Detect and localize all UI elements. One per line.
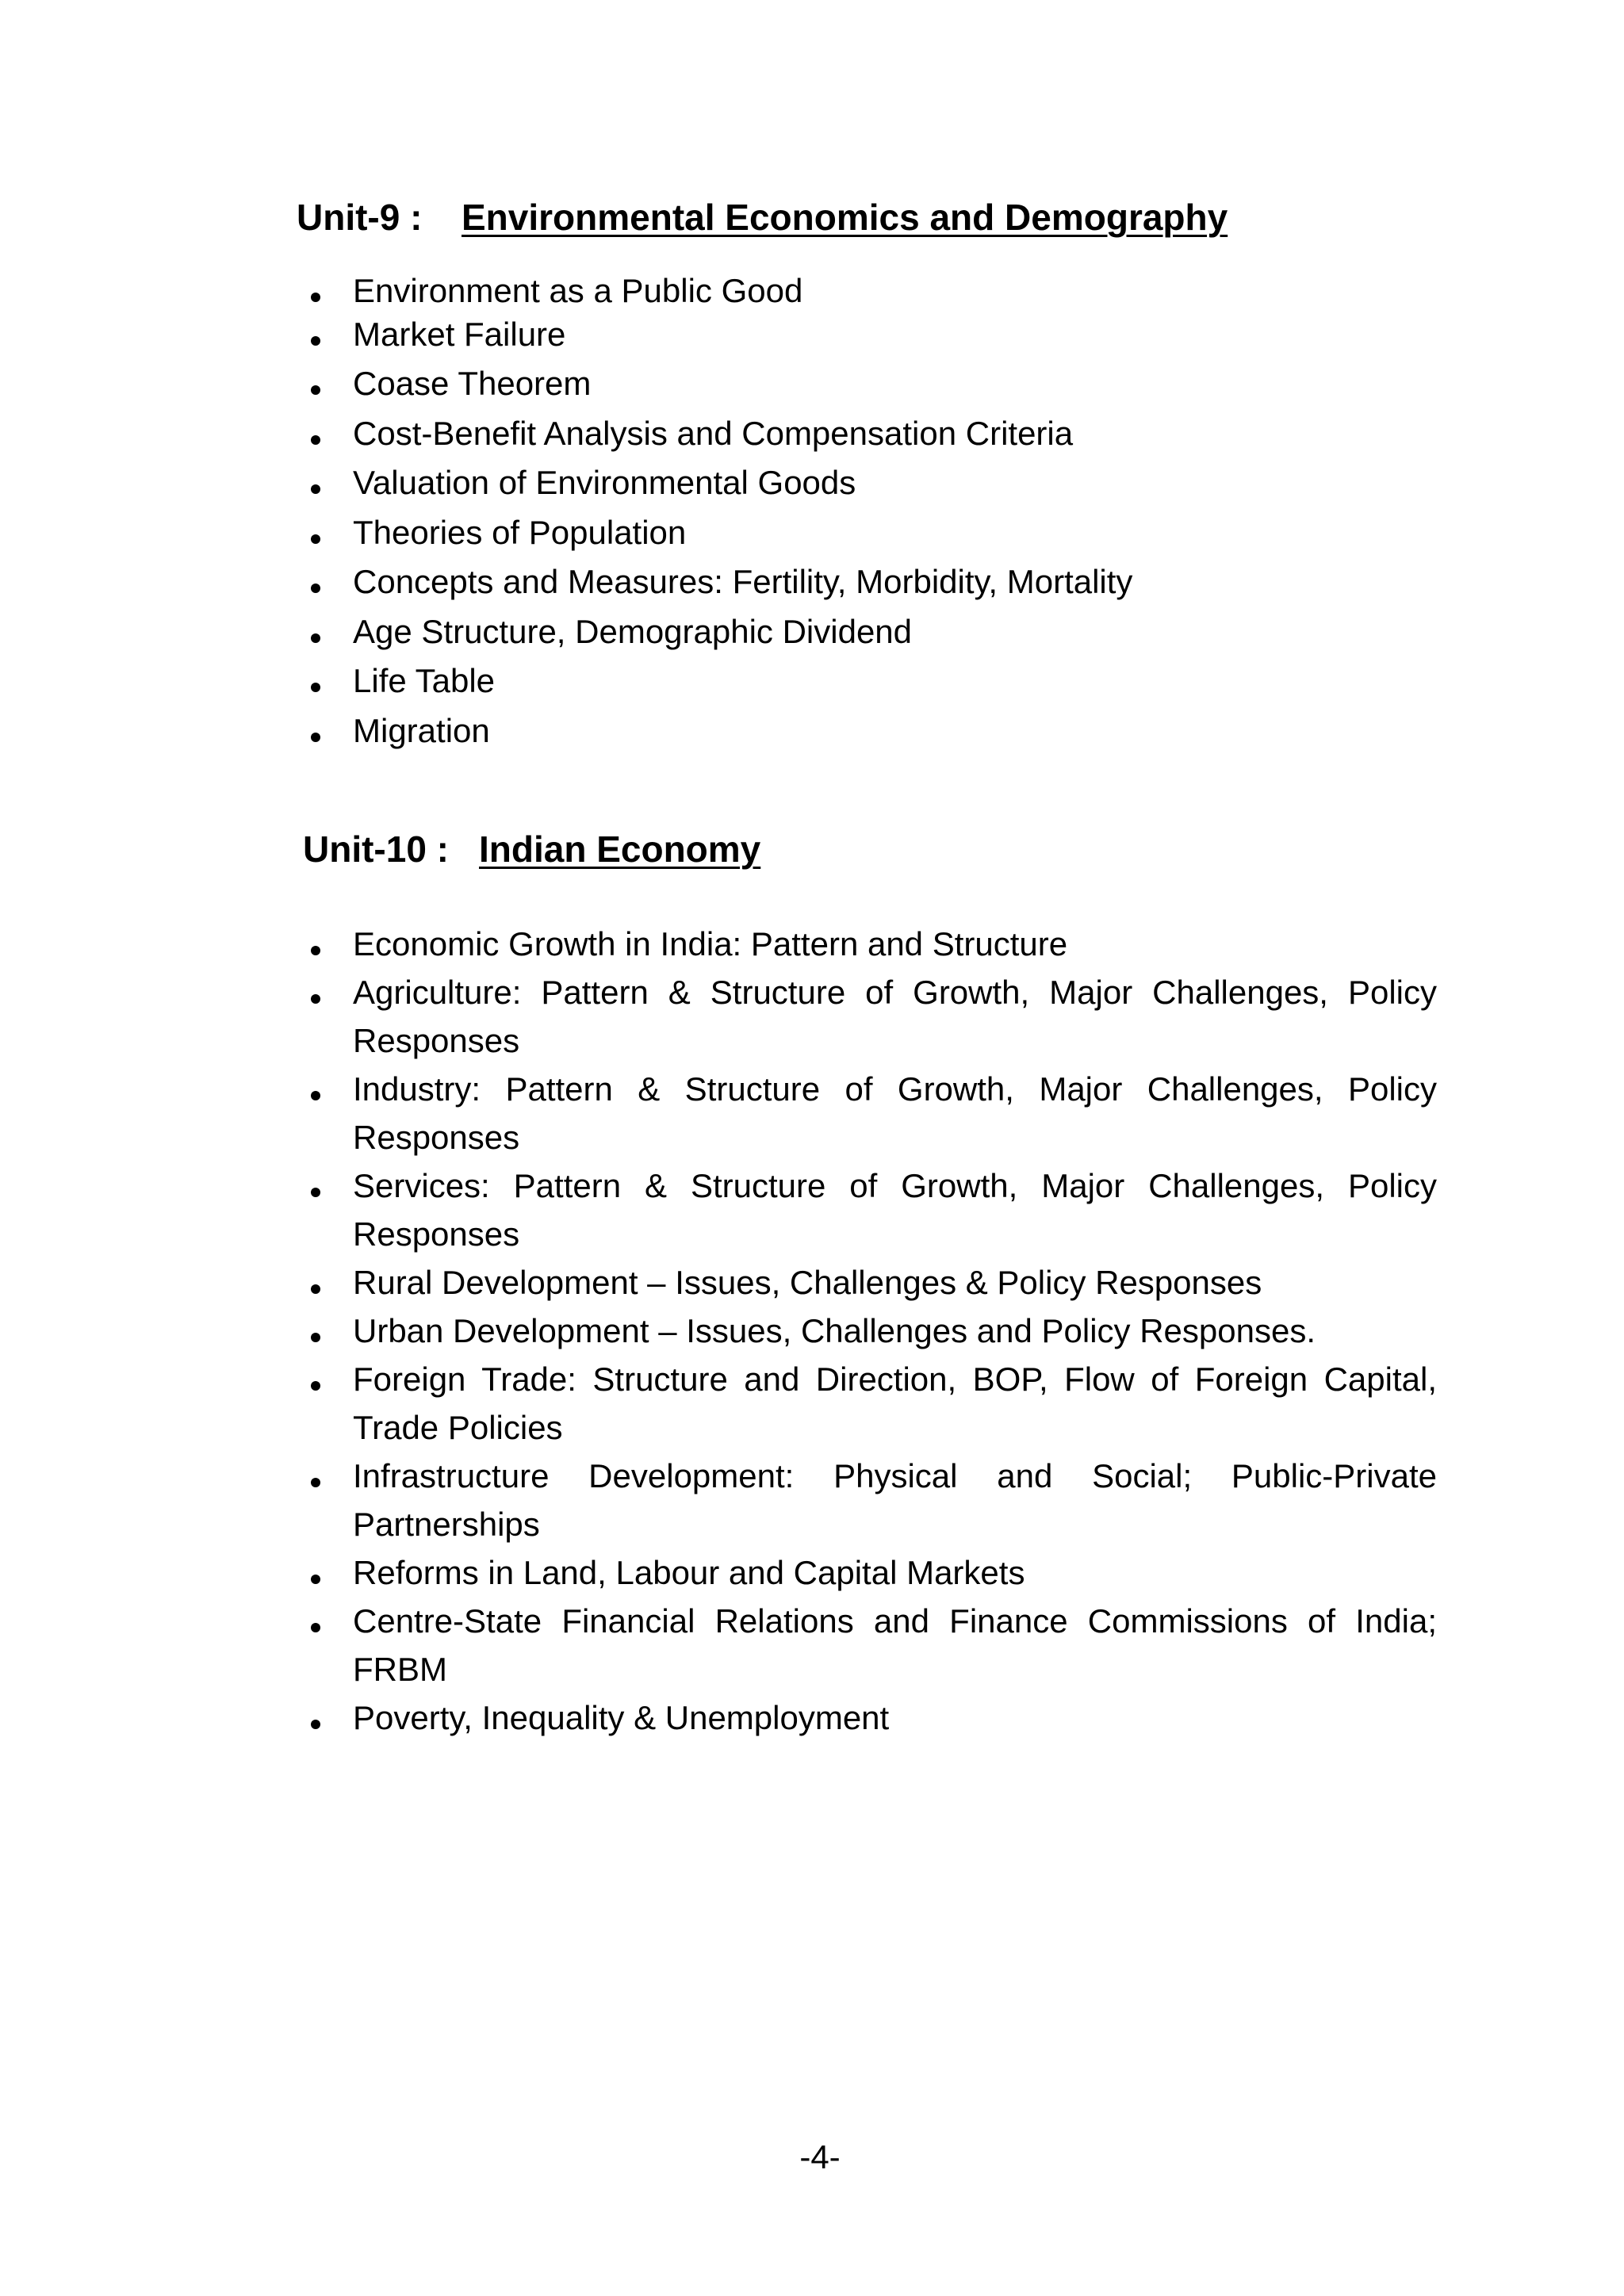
bullet-icon — [303, 1258, 328, 1307]
list-item-text: Migration — [353, 711, 490, 749]
list-item-text: Life Table — [353, 662, 496, 699]
bullet-icon — [303, 920, 328, 968]
list-item — [303, 1355, 1437, 1452]
bullet-icon — [303, 266, 328, 316]
list-item-text: Rural Development – Issues, Challenges & Policy Responses — [353, 1264, 1262, 1301]
list-item — [303, 706, 1429, 756]
page-number: -4- — [799, 2138, 841, 2175]
list-item — [303, 1597, 1437, 1693]
list-item-text: Market Failure — [353, 315, 566, 353]
list-item — [303, 359, 1429, 409]
list-item — [303, 1258, 1437, 1307]
list-item — [303, 1065, 1437, 1161]
bullet-icon — [303, 1693, 328, 1742]
list-item-text: Agriculture: Pattern & Structure of Growth, Major Challenges, Policy Responses — [353, 974, 1437, 1059]
bullet-icon — [303, 968, 328, 1016]
list-item-text: Services: Pattern & Structure of Growth, Major Challenges, Policy Responses — [353, 1167, 1437, 1253]
bullet-icon — [303, 359, 328, 409]
list-item — [303, 1548, 1437, 1597]
list-item — [303, 1693, 1437, 1742]
bullet-icon — [303, 656, 328, 706]
list-item — [303, 607, 1429, 657]
list-item-text: Valuation of Environmental Goods — [353, 464, 856, 501]
unit-10-heading — [303, 827, 760, 871]
bullet-icon — [303, 1307, 328, 1355]
bullet-icon — [303, 1548, 328, 1597]
list-item — [303, 656, 1429, 706]
bullet-icon — [303, 1161, 328, 1210]
list-item-text: Cost-Benefit Analysis and Compensation Criteria — [353, 414, 1074, 452]
list-item-text: Concepts and Measures: Fertility, Morbidity, Mortality — [353, 563, 1133, 600]
bullet-icon — [303, 1065, 328, 1113]
list-item-text: Theories of Population — [353, 513, 687, 551]
unit-9-label: Unit-9 : — [297, 197, 423, 238]
list-item — [303, 409, 1429, 459]
list-item — [303, 508, 1429, 558]
list-item-text: Poverty, Inequality & Unemployment — [353, 1699, 890, 1736]
list-item-text: Industry: Pattern & Structure of Growth, Major Challenges, Policy Responses — [353, 1070, 1437, 1156]
bullet-icon — [303, 607, 328, 657]
list-item — [303, 1307, 1437, 1355]
list-item-text: Foreign Trade: Structure and Direction, BOP, Flow of Foreign Capital, Trade Policies — [353, 1360, 1437, 1446]
bullet-icon — [303, 409, 328, 459]
bullet-icon — [303, 706, 328, 756]
list-item — [303, 968, 1437, 1065]
bullet-icon — [303, 1597, 328, 1645]
list-item-text: Economic Growth in India: Pattern and Structure — [353, 925, 1068, 962]
unit-9-topic-list — [303, 266, 1429, 756]
list-item — [303, 458, 1429, 508]
list-item-text: Coase Theorem — [353, 365, 592, 402]
unit-10-topic-list — [303, 920, 1437, 1742]
list-item-text: Environment as a Public Good — [353, 272, 803, 309]
list-item — [303, 557, 1429, 607]
list-item — [303, 1452, 1437, 1548]
bullet-icon — [303, 458, 328, 508]
bullet-icon — [303, 1452, 328, 1500]
list-item — [303, 310, 1429, 360]
unit-9-heading — [297, 195, 1228, 239]
bullet-icon — [303, 508, 328, 558]
bullet-icon — [303, 557, 328, 607]
bullet-icon — [303, 310, 328, 360]
list-item-text: Centre-State Financial Relations and Finance Commissions of India; FRBM — [353, 1602, 1437, 1688]
unit-10-label: Unit-10 : — [303, 828, 449, 870]
unit-10-title: Indian Economy — [479, 828, 761, 870]
unit-9-title: Environmental Economics and Demography — [462, 197, 1228, 238]
bullet-icon — [303, 1355, 328, 1403]
list-item-text: Urban Development – Issues, Challenges and Policy Responses. — [353, 1312, 1316, 1349]
list-item — [303, 1161, 1437, 1258]
list-item-text: Age Structure, Demographic Dividend — [353, 612, 913, 650]
list-item — [303, 920, 1437, 968]
list-item-text: Infrastructure Development: Physical and Social; Public-Private Partnerships — [353, 1457, 1437, 1543]
list-item-text: Reforms in Land, Labour and Capital Markets — [353, 1554, 1025, 1591]
list-item — [303, 266, 1429, 316]
